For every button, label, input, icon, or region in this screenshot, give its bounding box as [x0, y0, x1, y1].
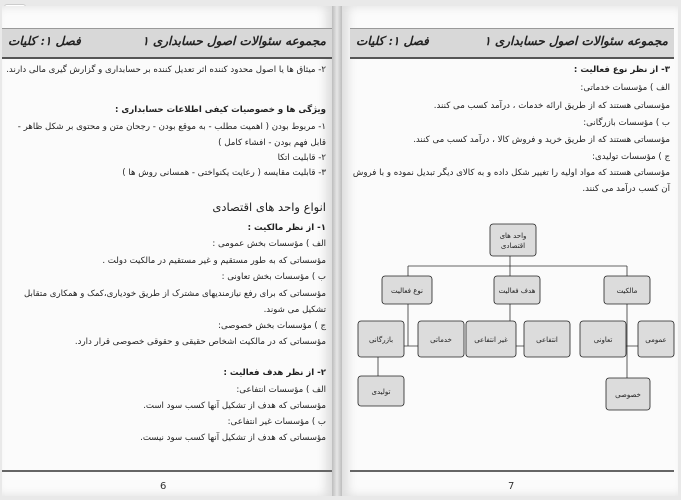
text-line: ۱- مربوط بودن ( اهمیت مطلب - به موقع بودن - رجحان متن و محتوی بر شکل ظاهر -	[17, 122, 326, 132]
subsection-heading: ۳- از نظر نوع فعالیت :	[573, 65, 670, 75]
text-line: تشکیل می شوند.	[263, 305, 326, 315]
diagram-leaf-label: غیر انتفاعی	[474, 336, 508, 344]
text-line: مؤسساتی که هدف از تشکیل آنها کسب سود نیست.	[140, 433, 326, 443]
text-line: الف ) مؤسسات بخش عمومی :	[212, 239, 326, 249]
subsection-heading: ۱- از نظر مالکیت :	[247, 223, 326, 233]
text-line: مؤسساتی که به طور مستقیم و غیر مستقیم در مالکیت دولت .	[102, 256, 326, 266]
text-line: ج ) مؤسسات تولیدی:	[592, 152, 670, 162]
text-line: قابل فهم بودن - افشاء کامل )	[218, 138, 326, 148]
text-line: ۲- میثاق ها یا اصول محدود کننده اثر تعدیل کننده بر حسابداری و گزارش گیری مالی دارند.	[6, 65, 326, 75]
text-line: ج ) مؤسسات بخش خصوصی:	[218, 321, 326, 331]
text-line: مؤسساتی که هدف از تشکیل آنها کسب سود است.	[143, 401, 326, 411]
text-line: مؤسساتی هستند که از طریق ارائه خدمات ، درآمد کسب می کنند.	[433, 101, 670, 111]
diagram-leaf-label: انتفاعی	[536, 336, 558, 344]
diagram-leaf-label: تعاونی	[593, 336, 613, 344]
text-line: ۲- قابلیت اتکا	[277, 153, 326, 163]
chapter-title: فصل ۱: کلیات	[356, 34, 429, 48]
text-line: الف ) مؤسسات انتفاعی:	[236, 385, 326, 395]
diagram-leaf-label: بازرگانی	[368, 336, 394, 344]
right-page	[342, 6, 678, 496]
text-line: مؤسساتی هستند که مواد اولیه را تغییر شکل داده و به کالای دیگر تبدیل نموده و با فروش	[352, 168, 670, 178]
diagram-leaf-label: تولیدی	[371, 388, 391, 396]
diagram-root-label: واحد های اقتصادی	[499, 232, 527, 250]
diagram-branch-label: هدف فعالیت	[498, 287, 536, 295]
book-title: مجموعه سئوالات اصول حسابداری ۱	[142, 34, 326, 48]
text-line: آن کسب درآمد می کنند.	[582, 184, 670, 194]
subsection-heading: ۲- از نظر هدف فعالیت :	[223, 368, 326, 378]
footer-rule	[2, 470, 332, 472]
diagram-leaf-label: خدماتی	[430, 336, 452, 344]
book-gutter	[332, 6, 342, 496]
chapter-title: فصل ۱: کلیات	[8, 34, 81, 48]
left-page	[2, 6, 332, 496]
diagram-leaf-label: عمومی	[645, 336, 667, 344]
page-number: 7	[508, 481, 515, 492]
text-line: الف ) مؤسسات خدماتی:	[580, 83, 670, 93]
section-heading: ویژگی ها و خصوصیات کیفی اطلاعات حسابداری :	[114, 105, 326, 115]
text-line: مؤسساتی هستند که از طریق خرید و فروش کالا ، درآمد کسب می کنند.	[413, 135, 670, 145]
text-line: ب ) مؤسسات بخش تعاونی :	[221, 272, 326, 282]
section-heading: انواع واحد های اقتصادی	[212, 200, 326, 214]
text-line: مؤسساتی که برای رفع نیازمندیهای مشترک از طریق خودیاری،کمک و همکاری متقابل	[24, 289, 326, 299]
classification-diagram	[342, 6, 678, 496]
text-line: ب ) مؤسسات بازرگانی:	[583, 118, 670, 128]
text-line: ب ) مؤسسات غیر انتفاعی:	[227, 417, 326, 427]
text-line: مؤسساتی که در مالکیت اشخاص حقیقی و حقوقی خصوصی قرار دارد.	[74, 337, 326, 347]
book-title: مجموعه سئوالات اصول حسابداری ۱	[484, 34, 668, 48]
diagram-branch-label: مالکیت	[616, 287, 638, 295]
diagram-leaf-label: خصوصی	[615, 391, 641, 399]
footer-rule	[350, 470, 674, 472]
text-line: ۳- قابلیت مقایسه ( رعایت یکنواختی - همسانی روش ها )	[122, 168, 326, 178]
diagram-branch-label: نوع فعالیت	[391, 287, 423, 295]
page-header	[2, 28, 332, 59]
diagram-root-node	[490, 224, 536, 256]
page-number: 6	[160, 481, 167, 492]
